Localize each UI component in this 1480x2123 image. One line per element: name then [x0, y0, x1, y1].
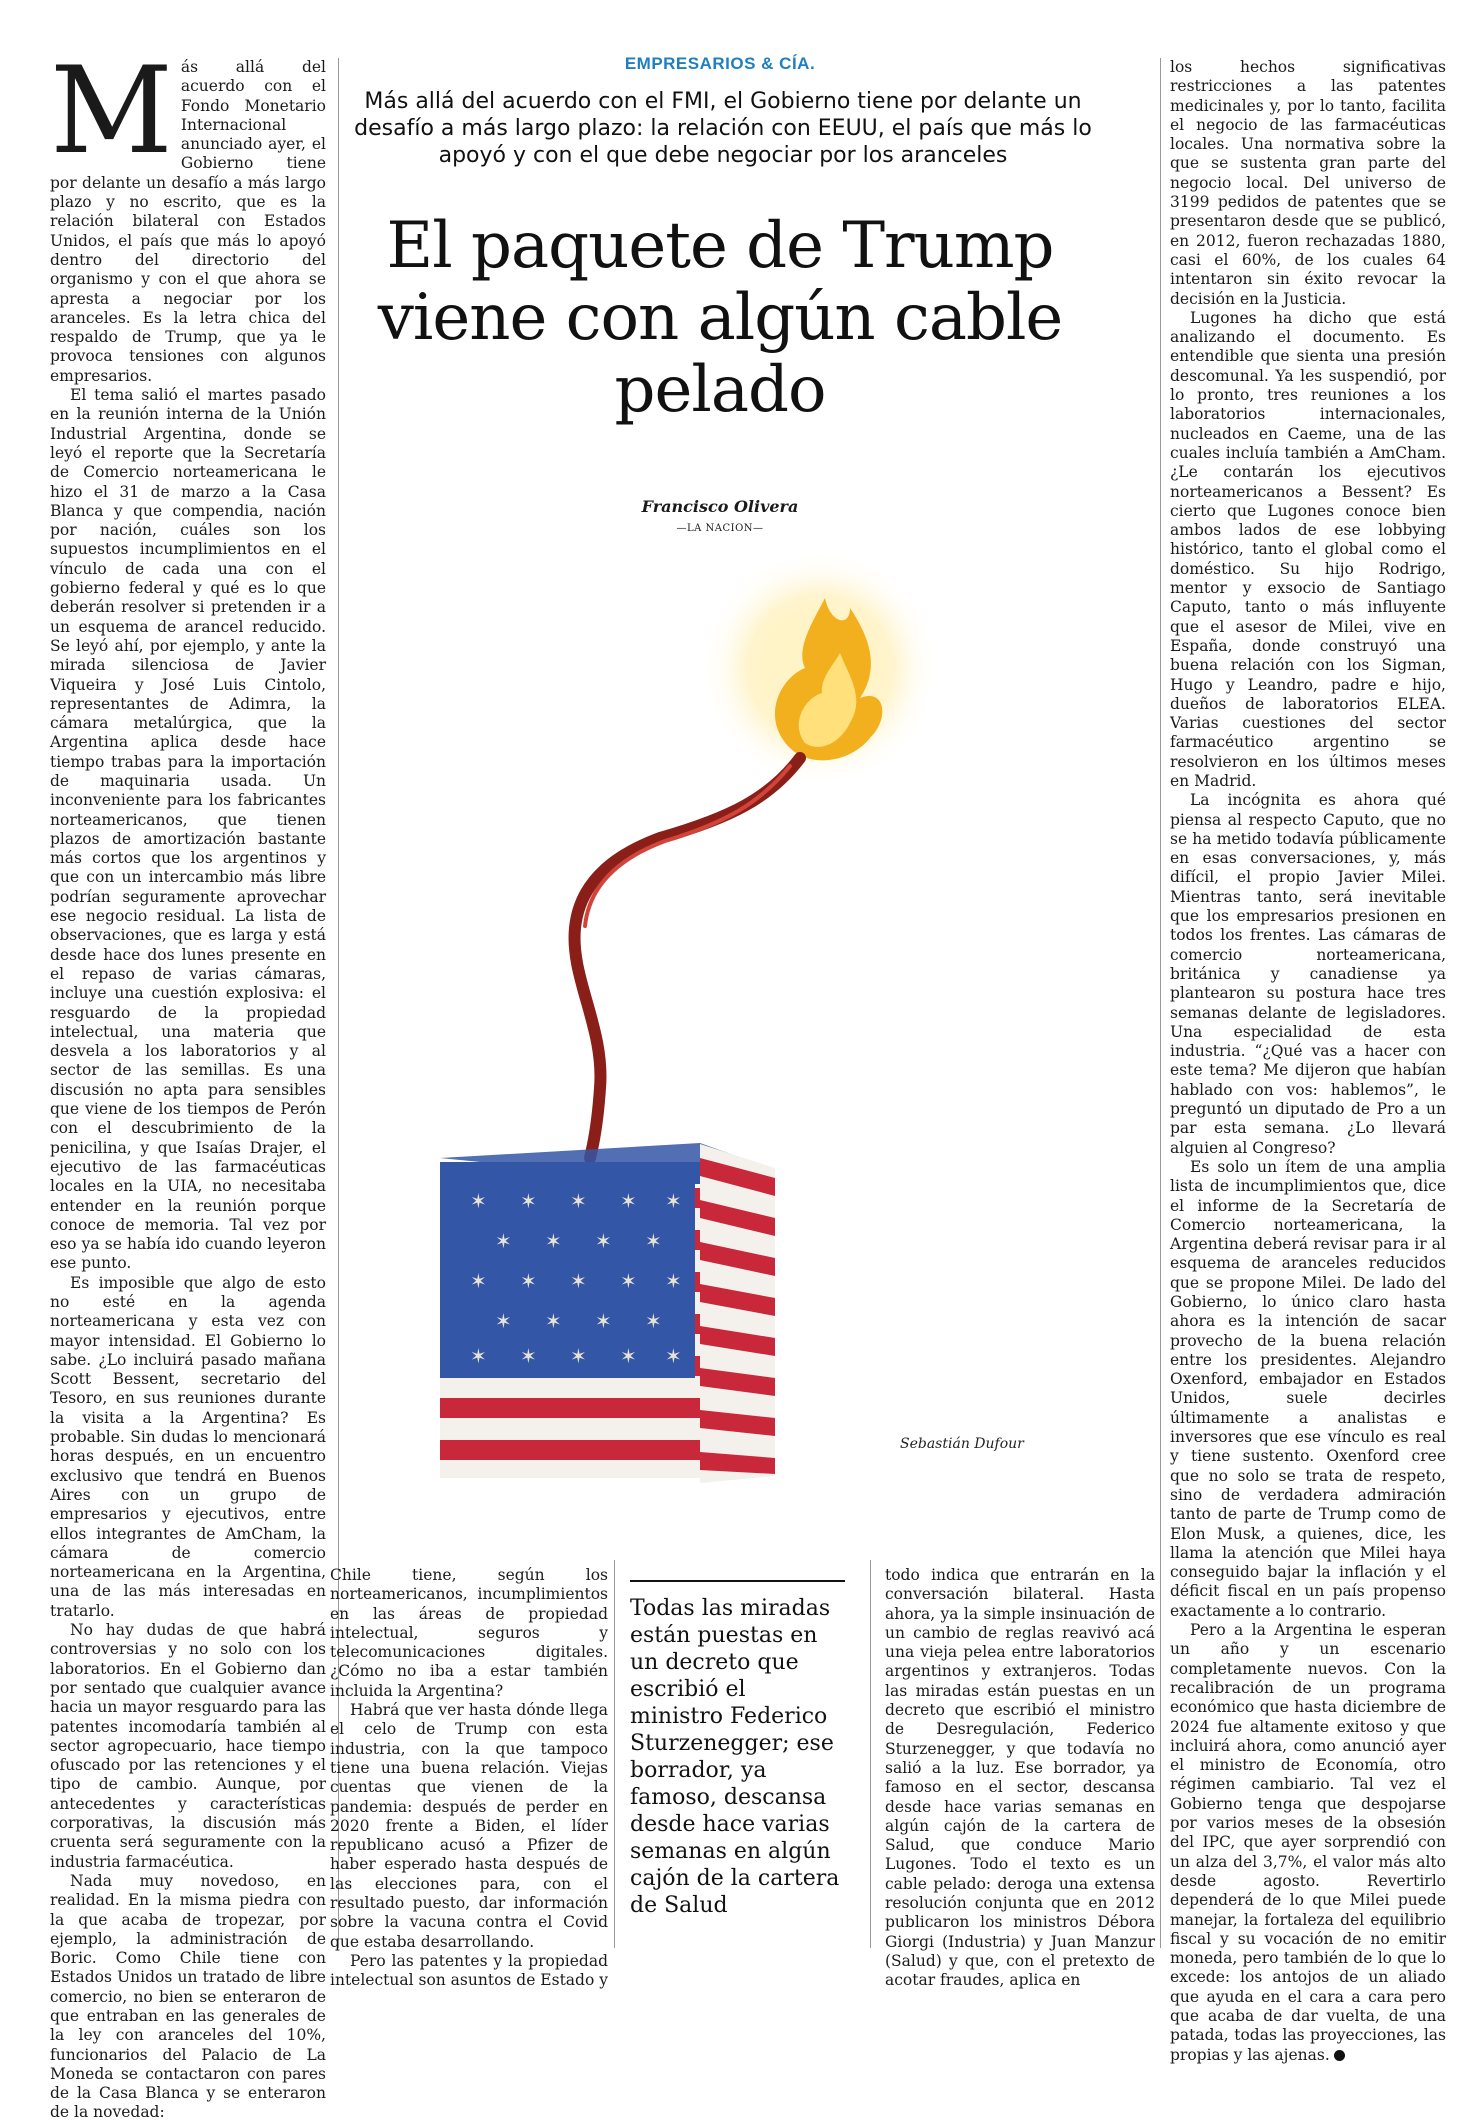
drop-cap: M — [50, 42, 173, 181]
svg-text:✶: ✶ — [545, 1229, 562, 1253]
author-byline: Francisco Olivera — [641, 497, 799, 516]
col1-paragraph: ás allá del acuerdo con el Fondo Monetario Internacional anunciado ayer, el Gobierno tiene por delante un desafío a más largo plazo y no escrito, que es la relación bilateral con Estados Unidos, el país que más lo apoyó dentro del directorio del organismo y con el que ahora se apresta a negociar por los aranceles. Es la letra chica del respaldo de Trump, que ya le provoca tensiones con algunos empresarios. — [50, 58, 326, 385]
col2-paragraph: Chile tiene, según los norteamericanos, incumplimientos en las áreas de propiedad intelectual, seguros y telecomunicaciones digitales. ¿Cómo no iba a estar también incluida la Argentina? — [330, 1566, 608, 1700]
svg-text:✶: ✶ — [470, 1189, 487, 1213]
column-divider — [870, 1560, 871, 1948]
svg-text:✶: ✶ — [495, 1229, 512, 1253]
col1-paragraph: No hay dudas de que habrá controversias y no solo con los laboratorios. En el Gobierno dan por sentado que cualquier avance hacia un mayor resguardo para las patentes incomodaría también al sector agropecuario, hace tiempo ofuscado por las retenciones y el tipo de cambio. Aunque, por antecedentes y características corporativas, la discusión más cruenta será seguramente con la industria farmacéutica. — [50, 1621, 326, 1871]
svg-text:✶: ✶ — [645, 1229, 662, 1253]
headline: El paquete de Trump viene con algún cable pelado — [377, 209, 1063, 427]
col3-paragraph: todo indica que entrarán en la conversación bilateral. Hasta ahora, ya la simple insinuación de un cambio de reglas reavivó acá una vieja pelea entre laboratorios argentinos y extranjeros. Todas las miradas están puestas en un decreto que escribió el ministro de Desregulación, Federico Sturzenegger, y que todavía no salió a la luz. Ese borrador, ya famoso en el sector, descansa desde hace varias semanas en algún cajón de la cartera de Salud, que conduce Mario Lugones. Todo el texto es un cable pelado: deroga una extensa resolución conjunta que en 2012 publicaron los ministros Débora Giorgi (Industria) y Juan Manzur (Salud) y que, con el pretexto de acotar fraudes, aplica en — [885, 1566, 1155, 1990]
col1-paragraph: El tema salió el martes pasado en la reunión interna de la Unión Industrial Argentina, donde se leyó el reporte que la Secretaría de Comercio norteamericana le hizo el 31 de marzo a la Casa Blanca y que compendia, nación por nación, cuáles son los supuestos incumplimientos en el vínculo de cada una con el gobierno federal y qué es lo que deberán resolver si pretenden ir a un esquema de arancel reducido. Se leyó ahí, por ejemplo, y ante la mirada silenciosa de Javier Viqueira y José Luis Cintolo, representantes de Adimra, la cámara metalúrgica, que la Argentina aplica desde hace tiempo trabas para la importación de maquinaria usada. Un inconveniente para los fabricantes norteamericanos, que tienen plazos de amortización bastante más cortos que los argentinos y que con un intercambio más libre podrían seguramente aprovechar ese negocio residual. La lista de observaciones, que es larga y está desde hace dos lunes presente en el repaso de varias cámaras, incluye una cuestión explosiva: el resguardo de la propiedad intelectual, una materia que desvela a los laboratorios y al sector de las semillas. Es una discusión no apta para sensibles que viene de los tiempos de Perón con el descubrimiento de la penicilina, y que Isaías Drajer, el ejecutivo de las farmacéuticas locales en la UIA, no necesitaba entender en la reunión porque conoce de memoria. Tal vez por eso ya se había ido cuando leyeron ese punto. — [50, 386, 326, 1273]
svg-text:✶: ✶ — [595, 1309, 612, 1333]
end-of-article-mark — [1334, 2050, 1345, 2061]
svg-text:✶: ✶ — [570, 1189, 587, 1213]
pullquote-rule — [630, 1580, 845, 1582]
column-4 — [1170, 58, 1446, 2065]
svg-text:✶: ✶ — [665, 1269, 682, 1293]
column-divider — [614, 1560, 615, 1948]
svg-text:✶: ✶ — [495, 1309, 512, 1333]
section-kicker: EMPRESARIOS & CÍA. — [624, 54, 816, 73]
column-3 — [885, 1566, 1155, 1991]
svg-text:✶: ✶ — [620, 1189, 637, 1213]
flag-bomb-illustration — [430, 548, 1040, 1518]
col1-paragraph: Es imposible que algo de esto no esté en la agenda norteamericana y esta vez con mayor intensidad. El Gobierno lo sabe. ¿Lo incluirá pasado mañana Scott Bessent, secretario del Tesoro, en sus reuniones durante la visita a la Argentina? Es probable. Sin dudas lo mencionará horas después, en un encuentro exclusivo que tendrá en Buenos Aires con un grupo de empresarios y ejecutivos, entre ellos integrantes de AmCham, la cámara de comercio norteamericana en la Argentina, una de las más interesadas en tratarlo. — [50, 1273, 326, 1620]
svg-text:✶: ✶ — [570, 1269, 587, 1293]
svg-text:✶: ✶ — [545, 1309, 562, 1333]
col1-paragraph: Nada muy novedoso, en realidad. En la misma piedra con la que acaba de tropezar, por ejemplo, la administración de Boric. Como Chile tiene con Estados Unidos un tratado de libre comercio, no bien se enteraron de que entraban en las generales de la ley con aranceles del 10%, funcionarios del Palacio de La Moneda se contactaron con pares de la Casa Blanca y se enteraron de la novedad: — [50, 1871, 326, 2122]
col4-paragraph: Es solo un ítem de una amplia lista de incumplimientos que, dice el informe de la Secretaría de Comercio norteamericana, la Argentina deberá revisar para ir al esquema de aranceles reducidos que se propone Milei. De lado del Gobierno, lo único claro hasta ahora es la intención de sacar provecho de la buena relación entre los presidentes. Alejandro Oxenford, embajador en Estados Unidos, suele decirles últimamente a analistas e inversores que ese vínculo es real y tiene sustento. Oxenford cree que no solo se trata de respeto, sino de verdadera admiración tanto de parte de Trump como de Elon Musk, a quienes, dice, les llama la atención que Milei haya conseguido bajar la inflación y el déficit fiscal en un país propenso exactamente a lo contrario. — [1170, 1157, 1446, 1620]
svg-text:✶: ✶ — [520, 1269, 537, 1293]
svg-text:✶: ✶ — [620, 1269, 637, 1293]
fuse — [575, 758, 800, 1158]
box-side-face — [700, 1144, 775, 1483]
svg-text:✶: ✶ — [520, 1344, 537, 1368]
illustrator-signature: Sebastián Dufour — [900, 1436, 1024, 1452]
publication-credit: —LA NACION— — [676, 523, 764, 534]
col2-paragraph: Pero las patentes y la propiedad intelectual son asuntos de Estado y — [330, 1951, 608, 1990]
subheadline: Más allá del acuerdo con el FMI, el Gobierno tiene por delante un desafío a más largo plazo: la relación con EEUU, el país que más lo apoyó y con el que debe negociar por los aranceles — [354, 89, 1092, 168]
col4-paragraph: Pero a la Argentina le esperan un año y un escenario completamente nuevos. Con la recalibración de un programa económico que hasta diciembre de 2024 fue altamente exitoso y que incluirá ahora, como anunció ayer el ministro de Economía, otro régimen cambiario. Tal vez el Gobierno tenga que despojarse por varios meses de la obsesión del IPC, que ayer sorprendió con un alza del 3,7%, el valor más alto desde agosto. Revertirlo dependerá de lo que Milei puede manejar, la fortaleza del equilibrio fiscal y su vocación de no emitir moneda, pero también de lo que lo excede: los antojos de un aliado que ayuda en el cara a cara pero que acaba de dar vuelta, de una patada, todas las proyecciones, las propias y las ajenas. — [1170, 1621, 1446, 2064]
svg-text:✶: ✶ — [645, 1309, 662, 1333]
column-1 — [50, 42, 326, 2123]
column-2 — [330, 1566, 608, 1991]
svg-text:✶: ✶ — [665, 1344, 682, 1368]
svg-text:✶: ✶ — [570, 1344, 587, 1368]
svg-text:✶: ✶ — [665, 1189, 682, 1213]
col4-paragraph: La incógnita es ahora qué piensa al respecto Caputo, que no se ha metido todavía públicamente en esas conversaciones, y, más difícil, el propio Javier Milei. Mientras tanto, será inevitable que los empresarios presionen en todos los frentes. Las cámaras de comercio norteamericana, británica y canadiense ya plantearon su postura hace tres semanas delante de legisladores. Una especialidad de esta industria. “¿Qué vas a hacer con este tema? Me dijeron que habían hablado con vos: hablemos”, le preguntó un diputado de Pro a un par esta semana. ¿Lo llevará alguien al Congreso? — [1170, 791, 1446, 1157]
col4-paragraph: Lugones ha dicho que está analizando el documento. Es entendible que sienta una presión descomunal. Ya les suspendió, por lo pronto, tres reuniones a los laboratorios internacionales, nucleados en Caeme, una de las cuales incluía también a AmCham. ¿Le contarán los ejecutivos norteamericanos a Bessent? Es cierto que Lugones conoce bien ambos lados de ese lobbying histórico, tanto el global como el doméstico. Su hijo Rodrigo, mentor y exsocio de Santiago Caputo, tanto o más influyente que el asesor de Milei, vive en España, donde construyó una buena relación con los Sigman, Hugo y Leandro, padre e hijo, dueños de laboratorios ELEA. Varias cuestiones del sector farmacéutico argentino se resolvieron en los últimos meses en Madrid. — [1170, 308, 1446, 790]
col2-paragraph: Habrá que ver hasta dónde llega el celo de Trump con esta industria, con la que tampoco tiene una buena relación. Viejas cuentas que vienen de la pandemia: después de perder en 2020 frente a Biden, el líder republicano acusó a Pfizer de haber esperado hasta después de las elecciones para, con el resultado puesto, dar información sobre la vacuna contra el Covid que estaba desarrollando. — [330, 1701, 608, 1951]
svg-text:✶: ✶ — [620, 1344, 637, 1368]
svg-text:✶: ✶ — [470, 1344, 487, 1368]
svg-text:✶: ✶ — [470, 1269, 487, 1293]
svg-text:✶: ✶ — [520, 1189, 537, 1213]
col4-paragraph: los hechos significativas restricciones a las patentes medicinales y, por lo tanto, facilita el negocio de las farmacéuticas locales. Una normativa sobre la que se sustenta gran parte del negocio local. Del universo de 3199 pedidos de patentes que se presentaron desde que se publicó, en 2012, fueron rechazadas 1880, casi el 60%, de los cuales 64 intentaron sin éxito revocar la decisión en la Justicia. — [1170, 58, 1446, 308]
column-divider — [1160, 58, 1161, 1948]
svg-text:✶: ✶ — [595, 1229, 612, 1253]
pull-quote: Todas las miradas están puestas en un decreto que escribió el ministro Federico Sturzenegger; ese borrador, ya famoso, descansa desde hace varias semanas en algún cajón de la cartera de Salud — [630, 1596, 840, 1918]
